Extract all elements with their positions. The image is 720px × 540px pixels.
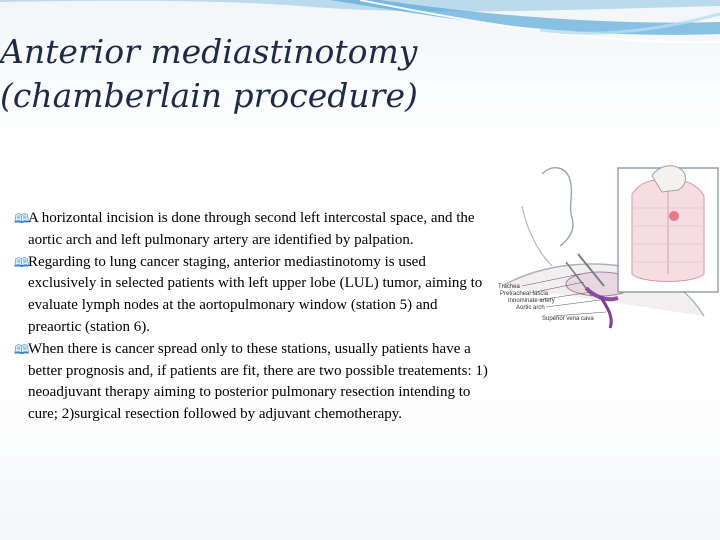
- bullet-item: [14, 339, 492, 426]
- bullet-text: When there is cancer spread only to these stations, usually patients have a better prognosis and, if patients are fit, there are two possible treatements: 1) neoadjuvant therapy aiming to posterior pulmonary resection intending to cure; 2)surgical resection followed by adjuvant chemotherapy.: [28, 340, 488, 423]
- label-trachea: Trachea: [498, 284, 520, 290]
- book-icon: 🕮: [14, 341, 30, 357]
- bullet-item: [14, 208, 492, 252]
- label-pretracheal-fascia: Pretracheal fascia: [500, 291, 549, 297]
- bullet-item: [14, 252, 492, 339]
- bullet-list: [14, 208, 492, 426]
- bullet-text: A horizontal incision is done through second left intercostal space, and the aortic arch and left pulmonary artery are identified by palpation.: [28, 210, 475, 248]
- bullet-text: Regarding to lung cancer staging, anterior mediastinotomy is used exclusively in selected patients with left upper lobe (LUL) tumor, aiming to evaluate lymph nodes at the aortopulmonary window (station 5) and preaortic (station 6).: [28, 253, 483, 335]
- slide-title: Anterior mediastinotomy (chamberlain procedure): [0, 32, 418, 115]
- label-superior-vena-cava: Superior vena cava: [542, 316, 594, 322]
- book-icon: 🕮: [14, 211, 30, 226]
- label-innominate-artery: Innominate artery: [508, 298, 555, 304]
- mediastinotomy-illustration: [482, 146, 720, 342]
- book-icon: 🕮: [14, 254, 30, 270]
- label-aortic-arch: Aortic arch: [516, 305, 545, 311]
